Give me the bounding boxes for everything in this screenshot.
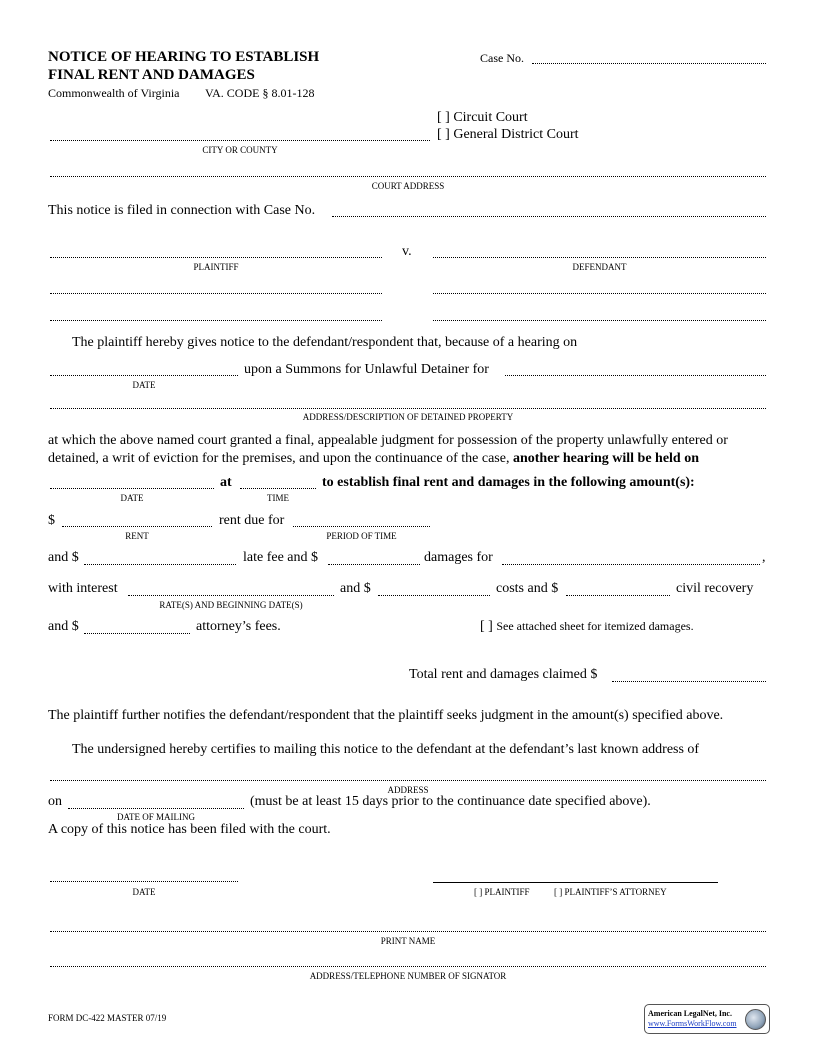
notice-intro: The plaintiff hereby gives notice to the defendant/respondent that, because of a hearing on [72, 335, 578, 350]
attorney-signer-checkbox[interactable]: [ ] [554, 887, 563, 897]
attorney-signer-option[interactable] [554, 887, 667, 897]
attorney-fees-field[interactable] [84, 633, 190, 634]
hearing-time-label: TIME [267, 493, 289, 503]
defendant-label: DEFENDANT [572, 262, 627, 272]
globe-icon [745, 1009, 766, 1030]
civil-recovery-text: civil recovery [676, 581, 754, 596]
hearing-on-date-label: DATE [132, 380, 156, 390]
case-no-label: Case No. [480, 51, 524, 65]
rent-due-for-text: rent due for [219, 513, 285, 528]
defendant-field-2[interactable] [433, 293, 766, 294]
plaintiff-field-3[interactable] [50, 320, 382, 321]
signator-address-field[interactable] [50, 966, 766, 967]
mailing-certify-text: The undersigned hereby certifies to mailing this notice to the defendant at the defendant’s last known address of [72, 742, 700, 757]
circuit-court-option[interactable] [437, 110, 528, 126]
city-county-label: CITY OR COUNTY [202, 145, 278, 155]
related-case-no-field[interactable] [332, 216, 766, 217]
costs-and-text: costs and $ [496, 581, 559, 596]
late-fee-field[interactable] [84, 564, 236, 565]
plaintiff-label: PLAINTIFF [193, 262, 239, 272]
damages-comma: , [762, 550, 766, 565]
code-citation: VA. CODE § 8.01-128 [205, 86, 315, 100]
property-field[interactable] [50, 408, 766, 409]
period-of-time-label: PERIOD OF TIME [326, 531, 397, 541]
defendant-field-1[interactable] [433, 257, 766, 258]
form-id: FORM DC-422 MASTER 07/19 [48, 1013, 167, 1023]
defendant-field-3[interactable] [433, 320, 766, 321]
rent-label: RENT [125, 531, 149, 541]
circuit-court-label: Circuit Court [453, 110, 528, 125]
another-hearing-text: another hearing will be held on [512, 451, 699, 466]
costs-field[interactable] [378, 595, 490, 596]
property-label: ADDRESS/DESCRIPTION OF DETAINED PROPERTY [302, 412, 514, 422]
city-county-field[interactable] [50, 140, 430, 141]
at-text: at [220, 475, 232, 490]
hearing-date-field[interactable] [50, 488, 214, 489]
signature-date-label: DATE [132, 887, 156, 897]
total-claimed-field[interactable] [612, 681, 766, 682]
signature-line[interactable] [433, 882, 718, 883]
itemized-option[interactable] [480, 619, 694, 635]
costs-and-prefix: and $ [340, 581, 371, 596]
district-court-label: General District Court [453, 127, 579, 142]
print-name-label: PRINT NAME [380, 936, 436, 946]
itemized-checkbox[interactable]: [ ] [480, 619, 493, 634]
rent-dollar-sign: $ [48, 513, 55, 528]
mailing-address-field[interactable] [50, 780, 766, 781]
late-fee-and-prefix: and $ [48, 550, 79, 565]
establish-text: to establish final rent and damages in the following amount(s): [322, 475, 695, 490]
court-address-field[interactable] [50, 176, 766, 177]
attorney-fees-text: attorney’s fees. [196, 619, 281, 634]
damages-for-text: damages for [424, 550, 493, 565]
plaintiff-signer-option[interactable] [474, 887, 530, 897]
plaintiff-field-1[interactable] [50, 257, 382, 258]
hearing-date-label: DATE [120, 493, 144, 503]
on-text: on [48, 794, 62, 809]
logo-company-name: American LegalNet, Inc. [648, 1009, 732, 1018]
with-interest-text: with interest [48, 581, 118, 596]
hearing-on-date-field[interactable] [50, 375, 238, 376]
district-court-option[interactable] [437, 127, 579, 143]
american-legalnet-logo [644, 1004, 770, 1034]
date-of-mailing-field[interactable] [68, 808, 244, 809]
late-fee-text: late fee and $ [243, 550, 319, 565]
signature-date-field[interactable] [50, 881, 238, 882]
plaintiff-field-2[interactable] [50, 293, 382, 294]
rent-amount-field[interactable] [62, 526, 212, 527]
civil-recovery-field[interactable] [566, 595, 670, 596]
copy-filed-text: A copy of this notice has been filed with the court. [48, 822, 331, 837]
mailing-address-label: ADDRESS [387, 785, 429, 795]
hearing-time-field[interactable] [240, 488, 316, 489]
judgment-paragraph-text: at which the above named court granted a final, appealable judgment for possession of the property unlawfully entered or detained, a writ of eviction for the premises, and upon the continuance of the case, [48, 433, 728, 466]
judgment-paragraph [48, 432, 766, 468]
filed-in-connection-text: This notice is filed in connection with Case No. [48, 203, 316, 218]
plaintiff-signer-label: PLAINTIFF [484, 887, 530, 897]
further-notice-text: The plaintiff further notifies the defendant/respondent that the plaintiff seeks judgment in the amount(s) specified above. [48, 708, 724, 723]
fifteen-days-text: (must be at least 15 days prior to the continuance date specified above). [250, 794, 651, 809]
damages-for-field[interactable] [502, 564, 760, 565]
summons-for-field[interactable] [505, 375, 766, 376]
interest-rate-field[interactable] [128, 595, 334, 596]
print-name-field[interactable] [50, 931, 766, 932]
court-address-label: COURT ADDRESS [371, 181, 445, 191]
summons-text: upon a Summons for Unlawful Detainer for [244, 362, 489, 377]
attorney-signer-label: PLAINTIFF’S ATTORNEY [564, 887, 667, 897]
form-title-line1: NOTICE OF HEARING TO ESTABLISH [48, 49, 320, 65]
case-no-field[interactable] [532, 63, 766, 64]
date-of-mailing-label: DATE OF MAILING [117, 812, 195, 822]
form-title-line2: FINAL RENT AND DAMAGES [48, 67, 255, 83]
total-claimed-label: Total rent and damages claimed $ [409, 667, 598, 682]
district-court-checkbox[interactable]: [ ] [437, 127, 450, 142]
damages-amount-field[interactable] [328, 564, 420, 565]
jurisdiction: Commonwealth of Virginia [48, 86, 180, 100]
logo-website: www.FormsWorkFlow.com [648, 1019, 737, 1028]
signator-address-label: ADDRESS/TELEPHONE NUMBER OF SIGNATOR [309, 971, 507, 981]
rate-label: RATE(S) AND BEGINNING DATE(S) [159, 600, 303, 610]
attorney-fees-prefix: and $ [48, 619, 79, 634]
rent-period-field[interactable] [293, 526, 430, 527]
circuit-court-checkbox[interactable]: [ ] [437, 110, 450, 125]
itemized-text: See attached sheet for itemized damages. [496, 619, 694, 633]
plaintiff-signer-checkbox[interactable]: [ ] [474, 887, 483, 897]
versus: v. [402, 244, 412, 259]
